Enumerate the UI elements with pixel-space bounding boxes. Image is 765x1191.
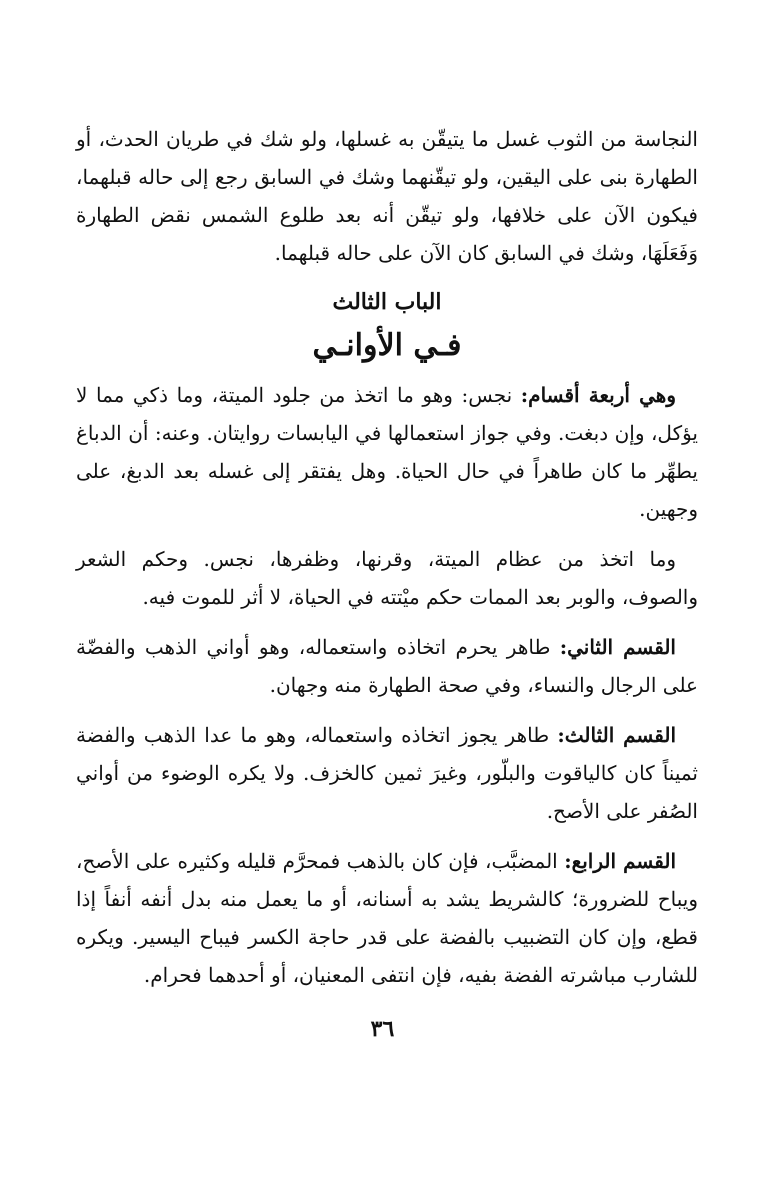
page-number: ٣٦ <box>370 1016 395 1042</box>
fourth-section-paragraph <box>76 842 698 994</box>
intro-lead: وهي أربعة أقسام: <box>520 383 676 407</box>
second-section-paragraph <box>76 628 698 704</box>
continuation-paragraph: النجاسة من الثوب غسل ما يتيقّن به غسلها، ولو شك في طريان الحدث، أو الطهارة بنى على اليقين، ولو تيقّنهما وشك في السابق رجع إلى حاله قبلهما، فيكون الآن على خلافها، ولو تيقّن أنه بعد طلوع الشمس نقض الطهارة وَفَعَلَهَا، وشك في السابق كان الآن على حاله قبلهما. <box>76 127 698 265</box>
third-section-paragraph <box>76 716 698 830</box>
third-section-text: طاهر يجوز اتخاذه واستعماله، وهو ما عدا الذهب والفضة ثميناً كان كالياقوت والبلّور، وغيرَ ثمين كالخزف. ولا يكره الوضوء من أواني الصُفر على الأصح. <box>76 723 698 823</box>
fourth-section-lead: القسم الرابع: <box>564 849 677 873</box>
intro-text: نجس: وهو ما اتخذ من جلود الميتة، وما ذكي مما لا يؤكل، وإن دبغت. وفي جواز استعمالها في اليابسات روايتان. وعنه: أن الدباغ يطهِّر ما كان طاهراً في حال الحياة. وهل يفتقر إلى غسله بعد الدبغ، على وجهين. <box>76 383 699 521</box>
intro-paragraph <box>76 376 698 528</box>
chapter-title: الباب الثالث <box>332 289 442 315</box>
fourth-section-text: المضبَّب، فإن كان بالذهب فمحرَّم قليله وكثيره على الأصح، ويباح للضرورة؛ كالشريط يشد به أسنانه، أو ما يعمل منه بدل أنفه أنفاً إذا قطع، وإن كان التضبيب بالفضة على قدر حاجة الكسر فيباح اليسير. ويكره للشارب مباشرته الفضة بفيه، فإن انتفى المعنيان، أو أحدهما فحرام. <box>76 849 698 987</box>
bones-paragraph: وما اتخذ من عظام الميتة، وقرنها، وظفرها، نجس. وحكم الشعر والصوف، والوبر بعد الممات حكم ميْتته في الحياة، لا أثر للموت فيه. <box>76 547 698 609</box>
second-section-lead: القسم الثاني: <box>559 635 676 659</box>
third-section-lead: القسم الثالث: <box>557 723 677 747</box>
section-title: فـي الأوانـي <box>312 328 462 363</box>
second-section-text: طاهر يحرم اتخاذه واستعماله، وهو أواني الذهب والفضّة على الرجال والنساء، وفي صحة الطهارة منه وجهان. <box>76 635 698 697</box>
page-body <box>76 120 698 994</box>
